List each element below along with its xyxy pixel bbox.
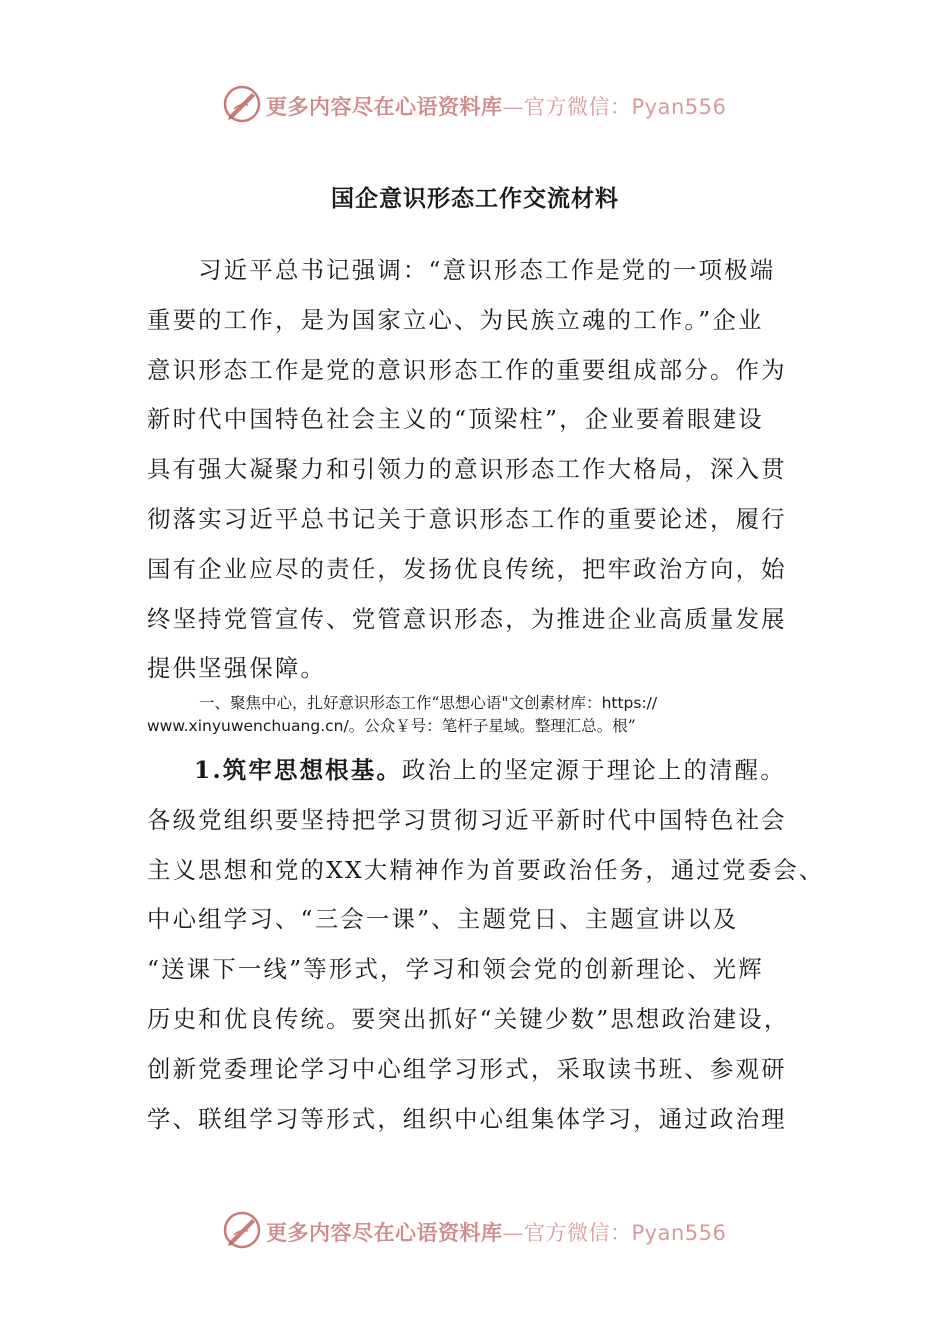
paragraph-line (147, 746, 787, 796)
section-heading-text: 一、聚焦中心，扎好意识形态工作“思想心语"文创素材库： (199, 694, 602, 712)
paragraph-line: 中心组学习、“三会一课”、主题党日、主题宣讲以及 (147, 905, 739, 934)
section-heading-tail: 。公众￥号：笔杆子星域。整理汇总。根” (348, 717, 636, 735)
paragraph-line: 终坚持党管宣传、党管意识形态，为推进企业高质量发展 (147, 604, 787, 633)
paragraph-line: 学、联组学习等形式，组织中心组集体学习，通过政治理 (147, 1104, 787, 1133)
watermark-separator: — (502, 95, 524, 119)
document-title: 国企意识形态工作交流材料 (331, 185, 619, 212)
watermark-official: 官方微信： (524, 95, 632, 119)
header-watermark-banner (0, 82, 950, 126)
paragraph-line: 历史和优良传统。要突出抓好“关键少数”思想政治建设， (147, 1004, 790, 1033)
watermark-brand: 更多内容尽在心语资料库 (266, 94, 503, 119)
intro-paragraph (147, 246, 787, 694)
section-heading (147, 692, 807, 738)
paragraph-line: 重要的工作，是为国家立心、为民族立魂的工作。”企业 (147, 305, 764, 334)
paragraph-line: 彻落实习近平总书记关于意识形态工作的重要论述，履行 (147, 504, 787, 533)
watermark-text (266, 1217, 726, 1247)
watermark-brand: 更多内容尽在心语资料库 (266, 1220, 503, 1245)
watermark-text (266, 91, 726, 121)
paragraph-line: 习近平总书记强调：“意识形态工作是党的一项极端 (147, 256, 776, 284)
point-1-first-sentence: 政治上的坚定源于理论上的清醒。 (401, 756, 786, 784)
paragraph-line: 新时代中国特色社会主义的“顶梁柱”，企业要着眼建设 (147, 405, 764, 434)
watermark-wechat-id: Pyan556 (631, 95, 727, 119)
paragraph-line: 创新党委理论学习中心组学习形式，采取读书班、参观研 (147, 1054, 787, 1083)
paragraph-line: 具有强大凝聚力和引领力的意识形态工作大格局，深入贯 (147, 455, 787, 484)
source-link-domain[interactable]: www.xinyuwenchuang.cn/ (147, 717, 349, 735)
section-heading-line-1 (147, 692, 807, 715)
pen-logo-icon (222, 84, 262, 124)
paragraph-line: 提供坚强保障。 (147, 654, 327, 683)
point-1-paragraph (147, 746, 825, 1144)
source-link[interactable]: https:// (601, 694, 658, 712)
paragraph-line: 各级党组织要坚持把学习贯彻习近平新时代中国特色社会 (147, 805, 787, 834)
paragraph-line: “送课下一线”等形式，学习和领会党的创新理论、光辉 (147, 955, 764, 984)
paragraph-line: 意识形态工作是党的意识形态工作的重要组成部分。作为 (147, 355, 787, 384)
section-heading-line-2 (147, 715, 807, 738)
watermark-official: 官方微信： (524, 1221, 632, 1245)
footer-watermark-banner (0, 1208, 950, 1252)
paragraph-line: 主义思想和党的XX大精神作为首要政治任务，通过党委会、 (147, 855, 825, 884)
pen-logo-icon (222, 1210, 262, 1250)
watermark-wechat-id: Pyan556 (631, 1221, 727, 1245)
point-1-heading: 1.筑牢思想根基。 (194, 756, 402, 784)
watermark-separator: — (502, 1221, 524, 1245)
paragraph-line: 国有企业应尽的责任，发扬优良传统，把牢政治方向，始 (147, 554, 787, 583)
